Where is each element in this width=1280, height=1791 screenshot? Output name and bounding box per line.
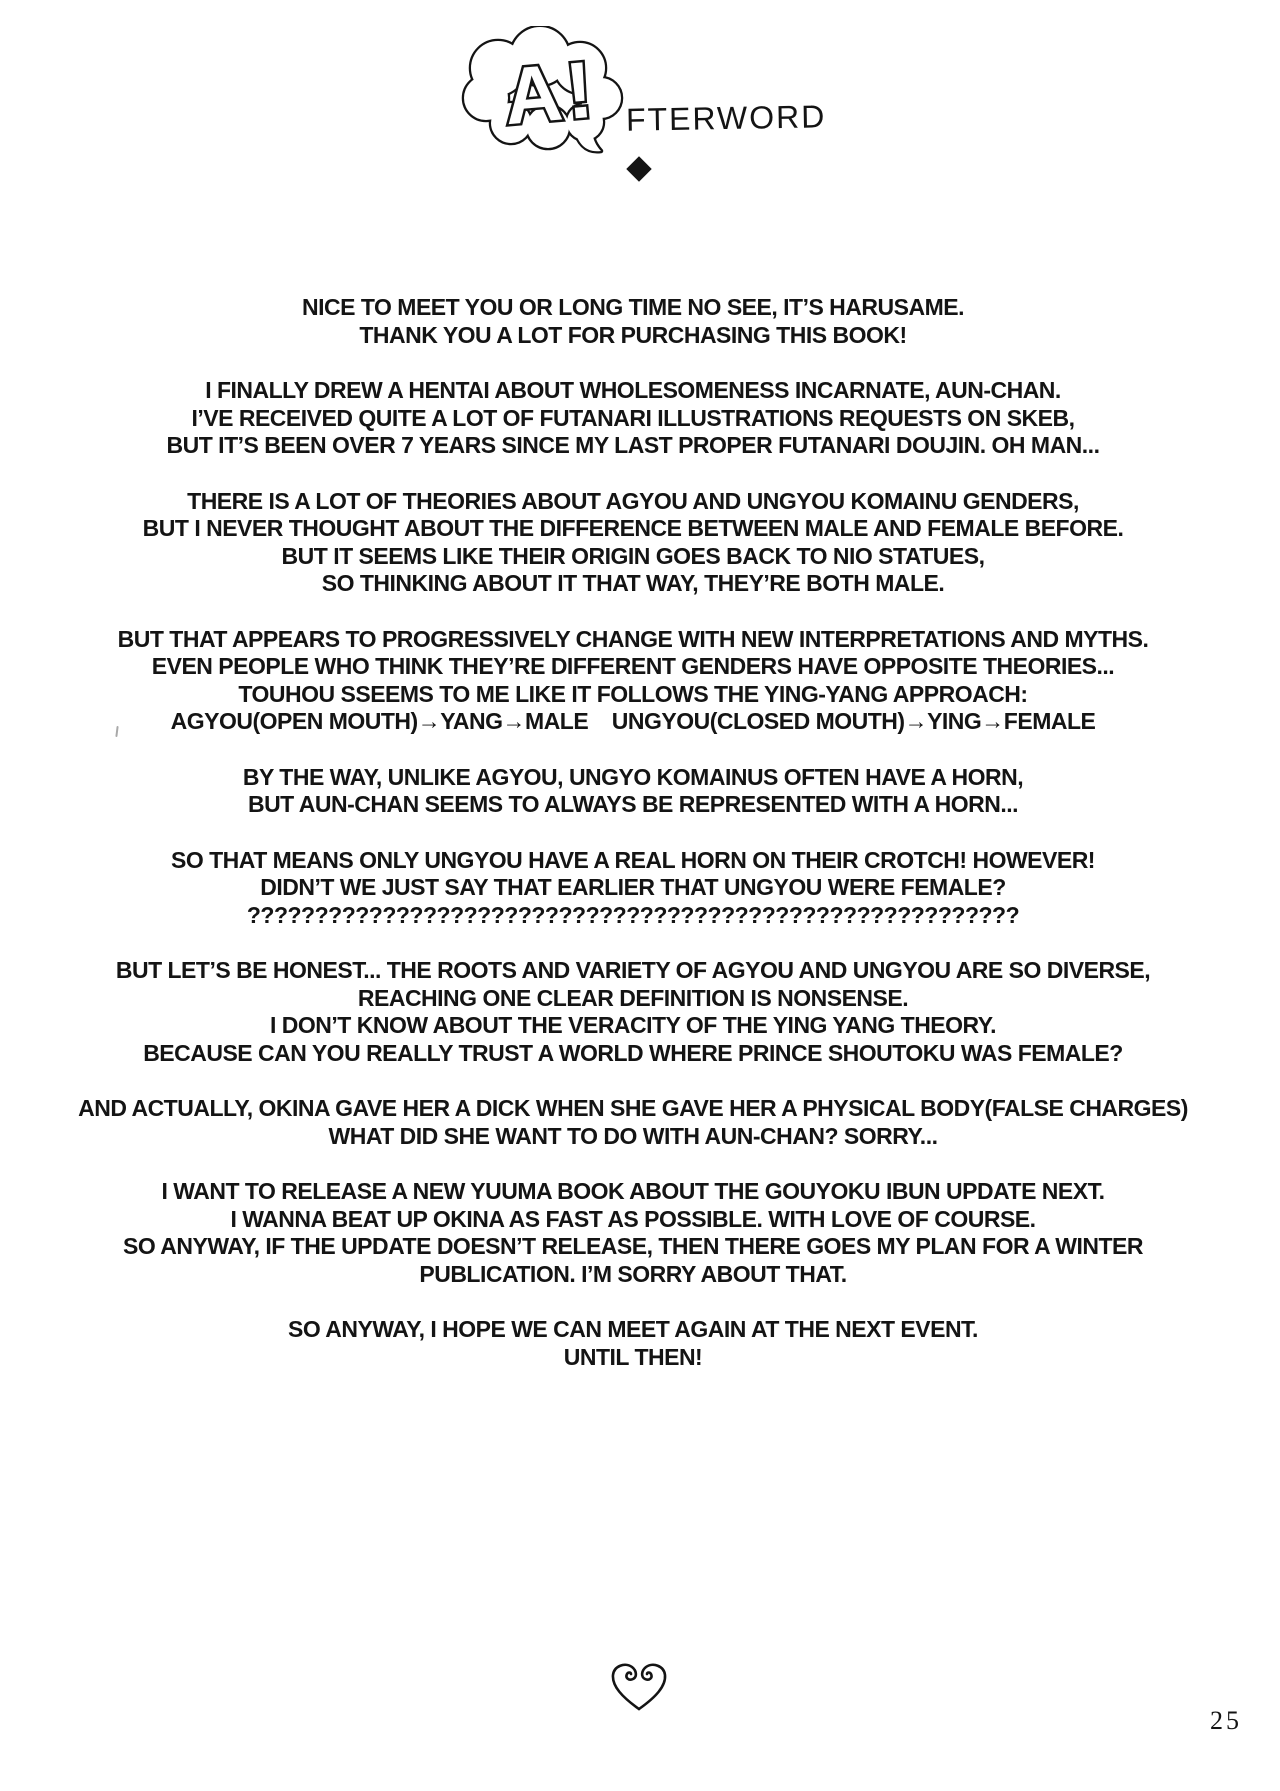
text-line: SO THINKING ABOUT IT THAT WAY, THEY’RE BOTH MALE. [321, 570, 945, 596]
text-line: I WANT TO RELEASE A NEW YUUMA BOOK ABOUT THE GOUYOKU IBUN UPDATE NEXT. [161, 1178, 1105, 1204]
text-line: AND ACTUALLY, OKINA GAVE HER A DICK WHEN SHE GAVE HER A PHYSICAL BODY(FALSE CHARGES) [78, 1095, 1188, 1121]
paragraph [0, 377, 1266, 460]
text-line: NICE TO MEET YOU OR LONG TIME NO SEE, IT’S HARUSAME. [302, 294, 964, 320]
text-line: EVEN PEOPLE WHO THINK THEY’RE DIFFERENT GENDERS HAVE OPPOSITE THEORIES... [151, 653, 1115, 679]
text-line: BECAUSE CAN YOU REALLY TRUST A WORLD WHERE PRINCE SHOUTOKU WAS FEMALE? [143, 1039, 1123, 1066]
text-line: AGYOU(OPEN MOUTH)→YANG→MALE UNGYOU(CLOSED MOUTH)→YING→FEMALE [170, 708, 1096, 734]
text-line: TOUHOU SSEEMS TO ME LIKE IT FOLLOWS THE YING-YANG APPROACH: [238, 680, 1028, 707]
paragraph [0, 957, 1266, 1067]
page-number: 25 [1210, 1706, 1242, 1735]
text-line: THANK YOU A LOT FOR PURCHASING THIS BOOK! [359, 321, 907, 348]
paragraph [0, 626, 1266, 736]
text-line: BUT IT SEEMS LIKE THEIR ORIGIN GOES BACK TO NIO STATUES, [281, 542, 985, 569]
text-line: ????????????????????????????????????????????????????????? [246, 901, 1020, 928]
text-line: UNTIL THEN! [563, 1343, 703, 1370]
text-line: THERE IS A LOT OF THEORIES ABOUT AGYOU AND UNGYOU KOMAINU GENDERS, [187, 487, 1079, 514]
text-line: SO ANYWAY, IF THE UPDATE DOESN’T RELEASE, THEN THERE GOES MY PLAN FOR A WINTER [123, 1233, 1143, 1259]
text-line: I DON’T KNOW ABOUT THE VERACITY OF THE YING YANG THEORY. [270, 1012, 996, 1038]
heart-doodle-icon [608, 1662, 670, 1712]
text-line: BUT LET’S BE HONEST... THE ROOTS AND VARIETY OF AGYOU AND UNGYOU ARE SO DIVERSE, [115, 957, 1151, 983]
logo-suffix-text: FTERWORD [625, 98, 827, 138]
paragraph [0, 488, 1266, 598]
paragraph [0, 1095, 1266, 1150]
paragraph [0, 1178, 1266, 1288]
paragraph [0, 764, 1266, 819]
paragraph [0, 294, 1266, 349]
text-line: I WANNA BEAT UP OKINA AS FAST AS POSSIBLE. WITH LOVE OF COURSE. [230, 1205, 1036, 1232]
text-line: I’VE RECEIVED QUITE A LOT OF FUTANARI ILLUSTRATIONS REQUESTS ON SKEB, [191, 404, 1075, 431]
text-line: BUT I NEVER THOUGHT ABOUT THE DIFFERENCE BETWEEN MALE AND FEMALE BEFORE. [142, 515, 1124, 541]
text-line: I FINALLY DREW A HENTAI ABOUT WHOLESOMENESS INCARNATE, AUN-CHAN. [205, 377, 1061, 403]
logo-bubble-text: A! [500, 44, 601, 142]
paragraph [0, 847, 1266, 930]
text-line: PUBLICATION. I’M SORRY ABOUT THAT. [419, 1260, 847, 1287]
text-line: REACHING ONE CLEAR DEFINITION IS NONSENSE. [357, 984, 909, 1011]
afterword-header [0, 0, 1280, 200]
text-line: BUT THAT APPEARS TO PROGRESSIVELY CHANGE WITH NEW INTERPRETATIONS AND MYTHS. [117, 625, 1149, 652]
text-line: SO THAT MEANS ONLY UNGYOU HAVE A REAL HORN ON THEIR CROTCH! HOWEVER! [171, 846, 1095, 873]
text-line: BUT IT’S BEEN OVER 7 YEARS SINCE MY LAST PROPER FUTANARI DOUJIN. OH MAN... [166, 432, 1100, 458]
text-line: WHAT DID SHE WANT TO DO WITH AUN-CHAN? SORRY... [328, 1122, 938, 1149]
speech-bubble-logo [458, 26, 630, 158]
text-line: BY THE WAY, UNLIKE AGYOU, UNGYO KOMAINUS OFTEN HAVE A HORN, [242, 763, 1024, 790]
text-line: SO ANYWAY, I HOPE WE CAN MEET AGAIN AT THE NEXT EVENT. [288, 1316, 978, 1342]
text-line: BUT AUN-CHAN SEEMS TO ALWAYS BE REPRESENTED WITH A HORN... [247, 791, 1019, 817]
diamond-icon [626, 156, 651, 181]
afterword-text [0, 294, 1266, 1399]
text-line: DIDN’T WE JUST SAY THAT EARLIER THAT UNGYOU WERE FEMALE? [260, 874, 1006, 900]
paragraph [0, 1316, 1266, 1371]
